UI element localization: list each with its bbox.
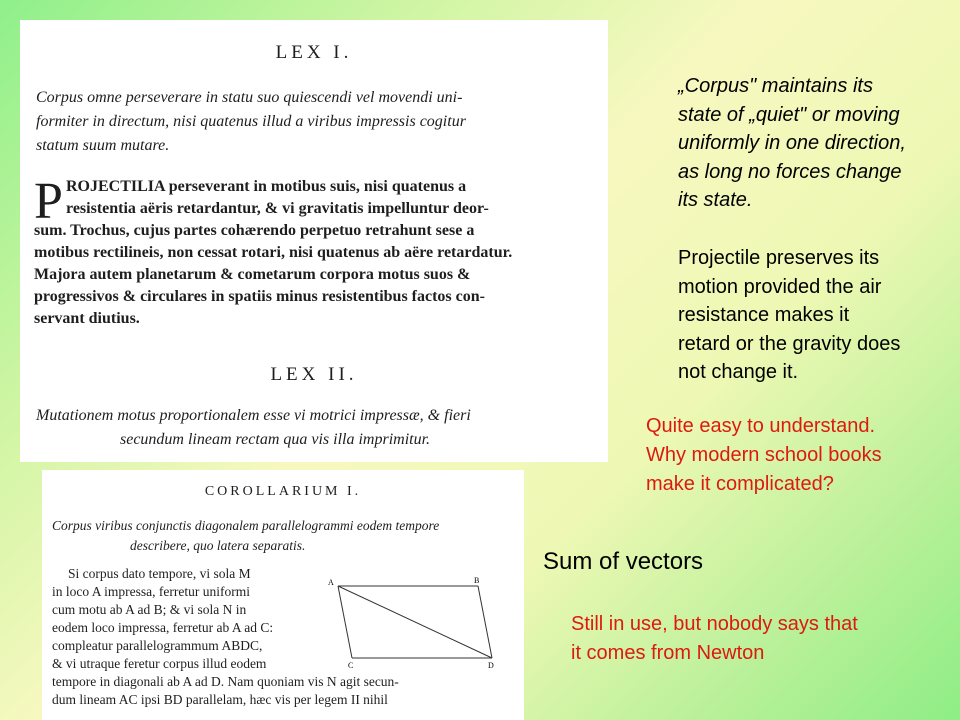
text-line: eodem loco impressa, ferretur ab A ad C:	[52, 620, 274, 635]
projectile-translation	[678, 244, 900, 387]
diagonal-ad	[338, 586, 492, 658]
text-line: Mutationem motus proportionalem esse vi motrici impressæ, & fieri	[36, 407, 471, 424]
text-line: progressivos & circulares in spatiis minus resistentibus factos con-	[34, 288, 485, 305]
text-line: ROJECTILIA perseverant in motibus suis, nisi quatenus a	[66, 178, 467, 195]
text-line: state of „quiet" or moving	[678, 103, 900, 126]
text-line: not change it.	[678, 361, 799, 383]
text-line: dum lineam AC ipsi BD parallelam, hæc vis per legem II nihil	[52, 692, 388, 707]
text-line: secundum lineam rectam qua vis illa imprimitur.	[120, 431, 431, 448]
text-line: in loco A impressa, ferretur uniformi	[52, 584, 250, 599]
text-line: motion provided the air	[678, 275, 882, 298]
text-line: Quite easy to understand.	[646, 415, 876, 437]
text-line: its state.	[678, 189, 753, 211]
text-line: Still in use, but nobody says that	[571, 613, 858, 635]
text-line: retard or the gravity does	[678, 332, 901, 355]
scan-corollary-page	[42, 470, 524, 720]
text-line: formiter in directum, nisi quatenus illud a viribus impressis cogitur	[36, 113, 466, 130]
text-line: uniformly in one direction,	[678, 132, 906, 154]
side-bd	[478, 586, 492, 658]
text-line: compleatur parallelogrammum ABDC,	[52, 638, 263, 653]
lex1-heading: LEX I.	[275, 42, 353, 63]
text-line: Majora autem planetarum & cometarum corpora motus suos &	[34, 266, 471, 283]
text-line: Corpus omne perseverare in statu suo quiescendi vel movendi uni-	[36, 89, 463, 106]
label-b: B	[474, 576, 480, 585]
text-line: & vi utraque feretur corpus illud eodem	[52, 656, 267, 671]
text-line: cum motu ab A ad B; & vi sola N in	[52, 602, 247, 617]
corollary-statement-line: Corpus viribus conjunctis diagonalem parallelogrammi eodem tempore	[52, 518, 440, 533]
text-line: resistentia aëris retardantur, & vi gravitatis impelluntur deor-	[66, 200, 489, 217]
text-line: sum. Trochus, cujus partes cohærendo perpetuo retrahunt sese a	[34, 222, 475, 239]
label-a: A	[328, 578, 334, 587]
text-line: tempore in diagonali ab A ad D. Nam quoniam vis N agit secun-	[52, 674, 399, 689]
text-line: servant diutius.	[34, 310, 140, 327]
label-d: D	[488, 661, 494, 670]
text-line: resistance makes it	[678, 304, 850, 326]
text-line: as long no forces change	[678, 160, 902, 183]
text-line: make it complicated?	[646, 473, 834, 495]
dropcap: P	[34, 173, 63, 230]
text-line: Projectile preserves its	[678, 247, 880, 269]
lex2-statement	[36, 404, 471, 452]
newton-note	[571, 610, 858, 668]
sum-of-vectors-label: Sum of vectors	[543, 548, 704, 575]
comment-note	[646, 412, 882, 499]
corollary-heading: COROLLARIUM I.	[204, 484, 362, 499]
text-line: statum suum mutare.	[36, 137, 170, 154]
lex1-body	[34, 173, 513, 330]
scan-lex-page	[20, 20, 608, 462]
lex1-translation	[678, 72, 906, 215]
corollary-statement-line: describere, quo latera separatis.	[130, 538, 306, 553]
parallelogram-diagram	[326, 576, 506, 670]
text-line: motibus rectilineis, non cessat rotari, nisi quatenus ab aëre retardatur.	[34, 244, 513, 261]
text-line: Si corpus dato tempore, vi sola M	[68, 566, 251, 581]
lex2-heading: LEX II.	[270, 364, 358, 385]
side-ac	[338, 586, 352, 658]
text-line: Why modern school books	[646, 444, 882, 466]
lex1-statement	[36, 86, 466, 158]
label-c: C	[348, 661, 354, 670]
text-line: „Corpus" maintains its	[678, 75, 873, 97]
text-line: it comes from Newton	[571, 642, 765, 664]
